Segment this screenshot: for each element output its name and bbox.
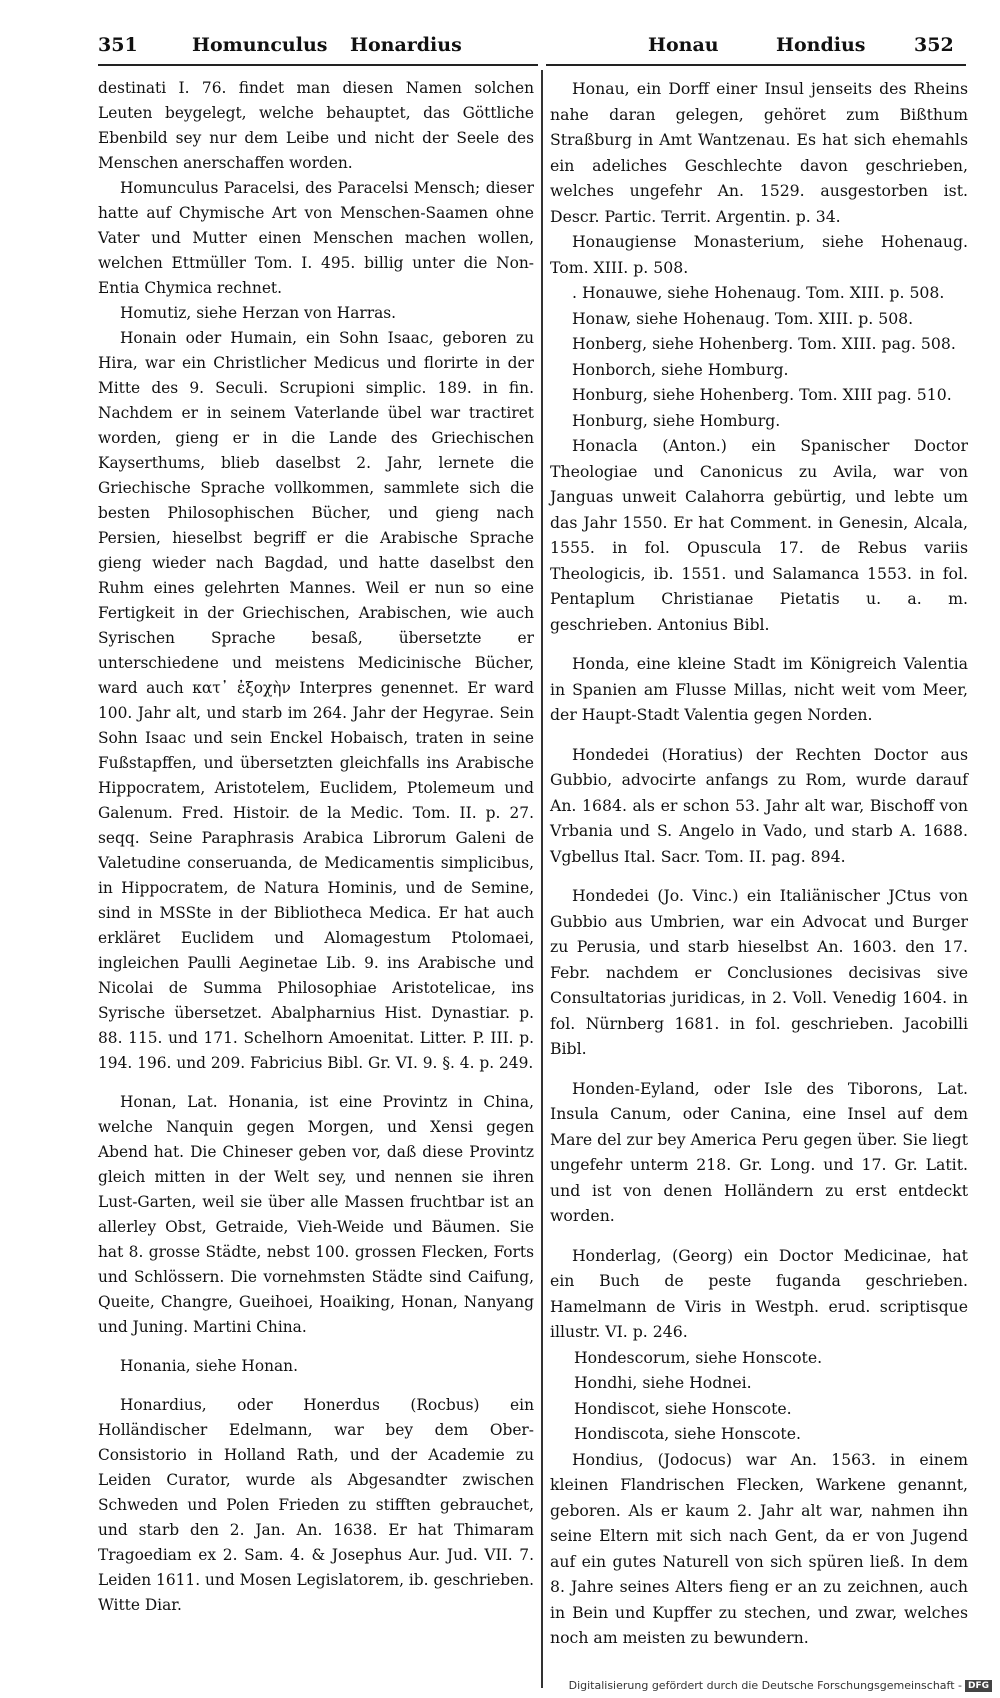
right-page-number: 352	[914, 34, 954, 56]
left-page-number: 351	[98, 34, 138, 56]
entry-honda: Honda, eine kleine Stadt im Königreich Valentia in Spanien am Flusse Millas, nicht weit vom Meer, der Haupt-Stadt Valentia gegen Norden.	[550, 654, 968, 724]
entry-honauwe: . Honauwe, siehe Hohenaug. Tom. XIII. p. 508.	[572, 283, 945, 302]
entry-honburg-hohenberg: Honburg, siehe Hohenberg. Tom. XIII pag. 510.	[572, 385, 952, 404]
right-column	[550, 76, 968, 1651]
entry-hondius: Hondius, (Jodocus) war An. 1563. in einem kleinen Flandrischen Flecken, Warkene genannt, geboren. Als er kaum 2. Jahr alt war, nahmen ihn seine Eltern mit sich nach Gent, da er von Jugend auf ein gutes Naturell von sich spüren ließ. In dem 8. Jahre seines Alters fieng er an zu zeichnen, auch in Bein und Kupffer zu stechen, und zwar, welches noch am meisten zu bewundern.	[550, 1449, 968, 1647]
entry-homutiz: Homutiz, siehe Herzan von Harras.	[120, 304, 397, 322]
header-rule-right	[546, 64, 966, 66]
entry-hondedei-horatius: Hondedei (Horatius) der Rechten Doctor aus Gubbio, advocirte anfangs zu Rom, wurde darauf An. 1684. als er schon 53. Jahr alt war, Bischoff von Vrbania und S. Angelo in Vado, und starb A. 1688. Vgbellus Ital. Sacr. Tom. II. pag. 894.	[550, 744, 968, 866]
entry-honacla: Honacla (Anton.) ein Spanischer Doctor Theologiae und Canonicus zu Avila, war von Janguas unweit Calahorra gebürtig, und lebte um das Jahr 1550. Er hat Comment. in Genesin, Alcala, 1555. in fol. Opuscula 17. de Rebus variis Theologicis, ib. 1551. und Salamanca 1553. in fol. Pentaplum Christianae Pietatis u. a. m. geschrieben. Antonius Bibl.	[550, 436, 968, 634]
entry-hondiscot: Hondiscot, siehe Honscote.	[574, 1398, 792, 1418]
entry-honderlag: Honderlag, (Georg) ein Doctor Medicinae, hat ein Buch de peste fuganda geschrieben. Hamelmann de Viris in Westph. erud. scriptisque illustr. VI. p. 246.	[550, 1245, 968, 1341]
footer-text: Digitalisierung gefördert durch die Deutsche Forschungsgemeinschaft -	[568, 1679, 962, 1692]
entry-continuation: destinati I. 76. findet man diesen Namen solchen Leuten beygelegt, welche behauptet, das Göttliche Ebenbild sey nur dem Leibe und nicht der Seele des Menschen anerschaffen worden.	[98, 79, 534, 172]
entry-honaugiense: Honaugiense Monasterium, siehe Hohenaug. Tom. XIII. p. 508.	[550, 232, 968, 277]
header-rule-left	[98, 64, 538, 66]
entry-homunculus-paracelsi: Homunculus Paracelsi, des Paracelsi Mensch; dieser hatte auf Chymische Art von Menschen-Saamen ohne Vater und Mutter einen Menschen machen wollen, welchen Ettmüller Tom. I. 495. billig unter die Non-Entia Chymica rechnet.	[98, 179, 534, 297]
digitization-footer	[569, 1679, 992, 1692]
left-catchword-2: Honardius	[350, 34, 462, 56]
entry-hondescorum: Hondescorum, siehe Honscote.	[574, 1347, 823, 1367]
column-rule	[541, 70, 543, 1688]
entry-hondiscota: Hondiscota, siehe Honscote.	[574, 1424, 802, 1443]
left-column	[98, 76, 534, 1618]
right-catchword-1: Honau	[648, 34, 719, 56]
entry-honain: Honain oder Humain, ein Sohn Isaac, geboren zu Hira, war ein Christlicher Medicus und florirte in der Mitte des 9. Seculi. Scrupioni simplic. 189. in fin. Nachdem er in seinem Vaterlande übel war tractiret worden, gieng er in die Lande des Griechischen Kayserthums, blieb daselbst 2. Jahr, lernete die Griechische Sprache vollkommen, sammlete sich die besten Philosophischen Bücher, und gieng nach Persien, hieselbst begriff er die Arabische Sprache gieng wieder nach Bagdad, und hatte daselbst den Ruhm eines gelehrten Mannes. Weil er nun so eine Fertigkeit in der Griechischen, Arabischen, wie auch Syrischen Sprache besaß, übersetzte er unterschiedene und meistens Medicinische Bücher, ward auch κατ᾽ ἐξοχὴν Interpres genennet. Er ward 100. Jahr alt, und starb im 264. Jahr der Hegyrae. Sein Sohn Isaac und sein Enckel Hobaisch, traten in seine Fußstapffen, und übersetzten gleichfalls ins Arabische Hippocratem, Aristotelem, Euclidem, Ptolemeum und Galenum. Fred. Histoir. de la Medic. Tom. II. p. 27. seqq. Seine Paraphrasis Arabica Librorum Galeni de Valetudine conseruanda, de Medicamentis simplicibus, in Hippocratem, de Natura Hominis, und de Semine, sind in MSSte in der Bibliotheca Medica. Er hat auch erkläret Euclidem und Alomagestum Ptolomaei, ingleichen Paulli Aeginetae Lib. 9. ins Arabische und Nicolai de Summa Philosophiae Aristotelicae, ins Syrische übersetzet. Abalpharnius Hist. Dynastiar. p. 88. 115. und 171. Schelhorn Amoenitat. Litter. P. III. p. 194. 196. und 209. Fabricius Bibl. Gr. VI. 9. §. 4. p. 249.	[98, 329, 534, 1072]
entry-honden-eyland: Honden-Eyland, oder Isle des Tiborons, Lat. Insula Canum, oder Canina, eine Insel auf dem Mare del zur bey America Peru gegen über. Sie liegt ungefehr unterm 218. Gr. Long. und 17. Gr. Latit. und ist von denen Holländern zu erst entdeckt worden.	[550, 1078, 969, 1225]
entry-honan: Honan, Lat. Honania, ist eine Provintz in China, welche Nanquin gegen Morgen, und Xensi gegen Abend hat. Die Chineser geben vor, daß diese Provintz gleich mitten in der Welt sey, und nennen sie ihren Lust-Garten, weil sie über alle Massen fruchtbar ist an allerley Obst, Getraide, Vieh-Weide und Bäumen. Sie hat 8. grosse Städte, nebst 100. grossen Flecken, Forts und Schlössern. Die vornehmsten Städte sind Caifung, Queite, Changre, Gueihoei, Hoaiking, Honan, Nanyang und Juning. Martini China.	[98, 1093, 534, 1336]
entry-honania: Honania, siehe Honan.	[120, 1357, 298, 1375]
entry-honau: Honau, ein Dorff einer Insul jenseits des Rheins nahe daran gelegen, gehöret zum Bißthum Straßburg in Amt Wantzenau. Es hat sich ehemahls ein adeliches Geschlechte davon geschrieben, welches ungefehr An. 1529. ausgestorben ist. Descr. Partic. Territ. Argentin. p. 34.	[550, 79, 968, 226]
dfg-logo: DFG	[965, 1680, 992, 1692]
entry-honburg-homburg: Honburg, siehe Homburg.	[572, 410, 781, 430]
entry-honborch: Honborch, siehe Homburg.	[572, 359, 789, 379]
entry-honaw: Honaw, siehe Hohenaug. Tom. XIII. p. 508.	[572, 308, 914, 328]
entry-hondedei-jo-vinc: Hondedei (Jo. Vinc.) ein Italiänischer JCtus von Gubbio aus Umbrien, war ein Advocat und Burger zu Perusia, und starb hieselbst An. 1603. den 17. Febr. nachdem er Conclusiones decisivas sive Consultatorias juridicas, in 2. Voll. Venedig 1604. in fol. Nürnberg 1681. in fol. geschrieben. Jacobilli Bibl.	[550, 886, 968, 1058]
left-catchword-1: Homunculus	[192, 34, 328, 56]
right-catchword-2: Hondius	[776, 34, 866, 56]
entry-honberg: Honberg, siehe Hohenberg. Tom. XIII. pag. 508.	[572, 334, 956, 353]
entry-hondhi: Hondhi, siehe Hodnei.	[574, 1373, 752, 1392]
entry-honardius: Honardius, oder Honerdus (Rocbus) ein Holländischer Edelmann, war bey dem Ober-Consistorio in Holland Rath, und der Academie zu Leiden Curator, wurde als Abgesandter zwischen Schweden und Polen Frieden zu stifften gebrauchet, und starb den 2. Jan. An. 1638. Er hat Thimaram Tragoediam ex 2. Sam. 4. & Josephus Aur. Jud. VII. 7. Leiden 1611. und Mosen Legislatorem, ib. geschrieben. Witte Diar.	[98, 1396, 534, 1614]
